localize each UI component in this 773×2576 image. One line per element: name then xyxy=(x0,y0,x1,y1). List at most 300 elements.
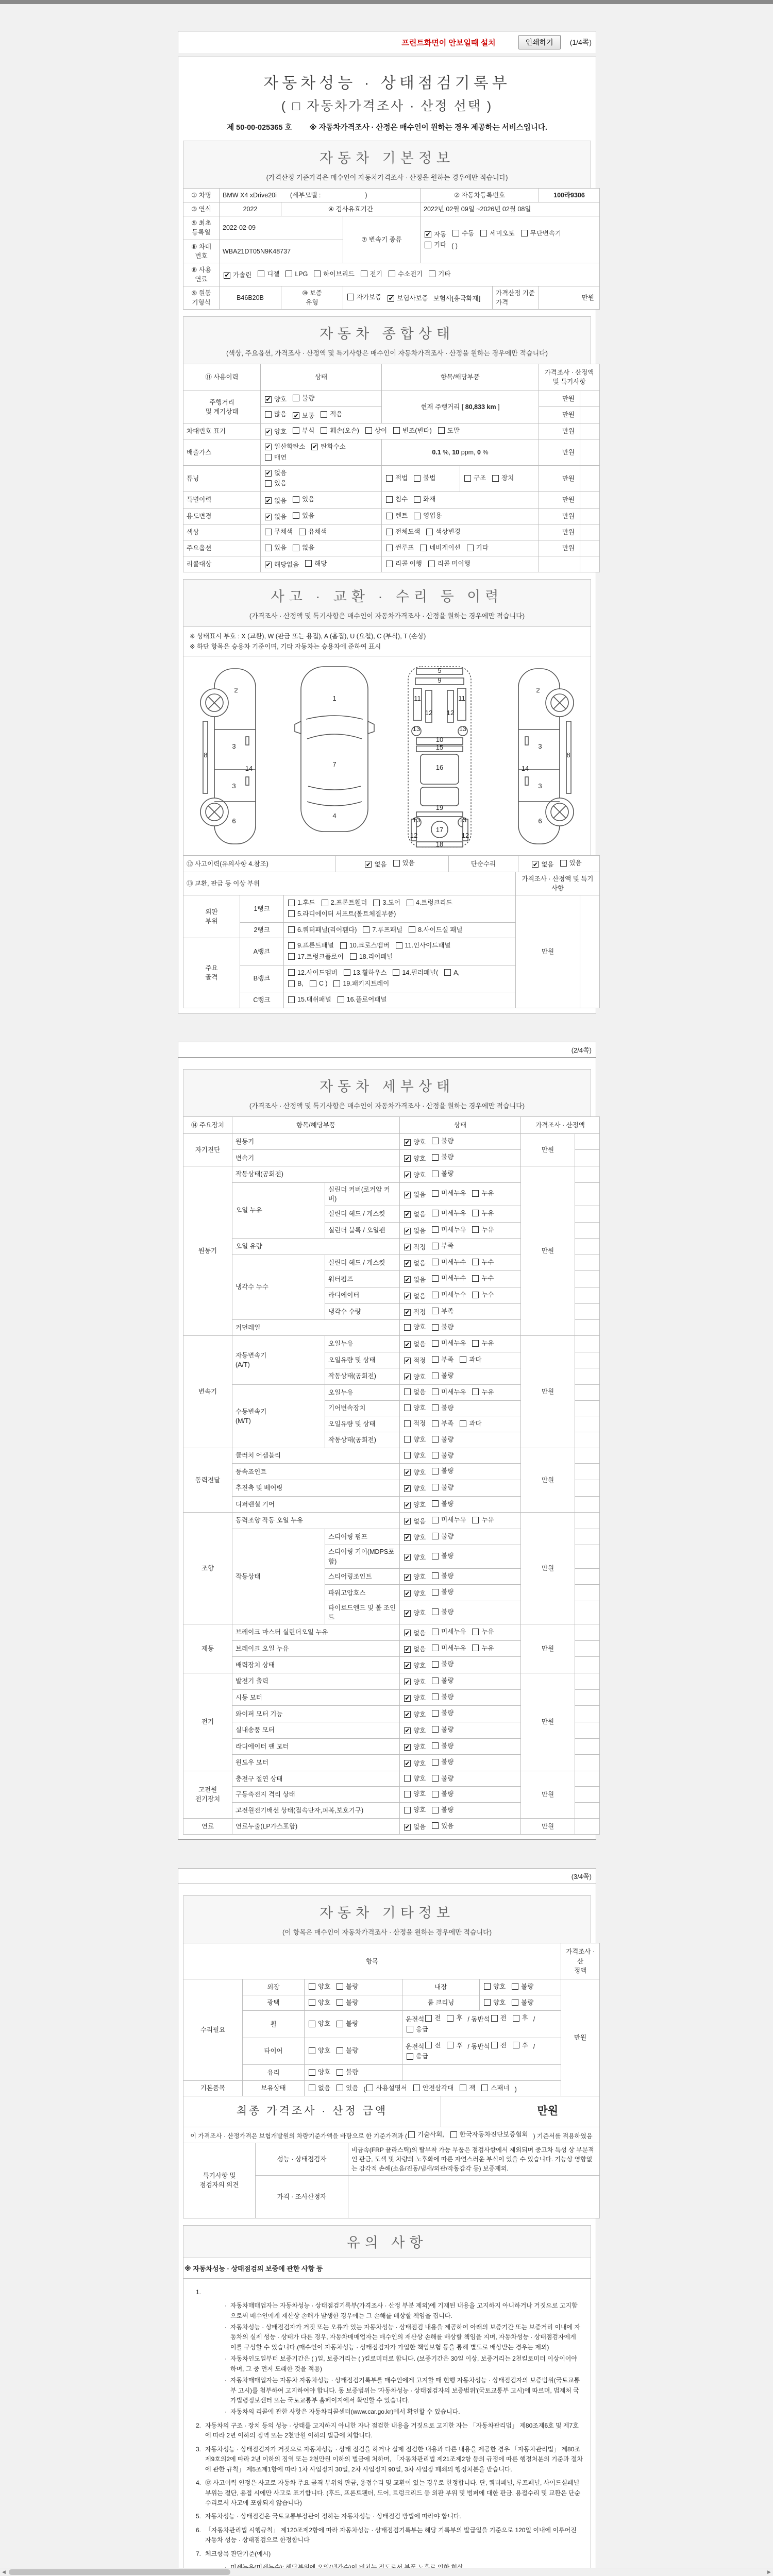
checkbox-item[interactable] xyxy=(404,1710,426,1719)
checkbox-unchecked[interactable] xyxy=(560,860,567,867)
checkbox-item[interactable] xyxy=(288,968,338,977)
checkbox-unchecked[interactable] xyxy=(432,1190,439,1197)
checkbox-unchecked[interactable] xyxy=(425,2015,432,2022)
checkbox-item[interactable] xyxy=(265,560,299,569)
checkbox-item[interactable] xyxy=(472,1189,494,1198)
checkbox-item[interactable] xyxy=(404,1259,426,1268)
checkbox-item[interactable] xyxy=(404,1275,426,1284)
checkbox-item[interactable] xyxy=(404,1138,426,1147)
checkbox-item[interactable] xyxy=(432,1403,453,1413)
checkbox-item[interactable] xyxy=(432,1209,466,1218)
checkbox-unchecked[interactable] xyxy=(350,953,357,960)
checkbox-unchecked[interactable] xyxy=(447,2042,453,2048)
checkbox-unchecked[interactable] xyxy=(404,1420,411,1427)
checkbox-unchecked[interactable] xyxy=(432,1356,439,1363)
checkbox-item[interactable] xyxy=(414,511,442,520)
checkbox-item[interactable] xyxy=(404,1572,426,1582)
checkbox-item[interactable] xyxy=(404,1403,426,1413)
checkbox-item[interactable] xyxy=(309,1982,330,1991)
checkbox-unchecked[interactable] xyxy=(344,969,350,976)
checkbox-item[interactable] xyxy=(337,2046,358,2055)
checkbox-unchecked[interactable] xyxy=(293,427,299,434)
checkbox-unchecked[interactable] xyxy=(414,513,421,519)
checkbox-unchecked[interactable] xyxy=(472,1517,479,1523)
checkbox-unchecked[interactable] xyxy=(460,1420,466,1427)
checkbox-item[interactable] xyxy=(472,1515,494,1524)
checkbox-unchecked[interactable] xyxy=(288,900,295,906)
checkbox-unchecked[interactable] xyxy=(432,1661,439,1668)
checkbox-item[interactable] xyxy=(404,1822,426,1832)
checkbox-item[interactable] xyxy=(285,269,308,279)
checkbox-item[interactable] xyxy=(484,1998,506,2007)
checkbox-unchecked[interactable] xyxy=(432,1226,439,1233)
checkbox-unchecked[interactable] xyxy=(484,1983,491,1990)
checkbox-item[interactable] xyxy=(293,394,314,403)
checkbox-item[interactable] xyxy=(288,952,344,961)
checkbox-item[interactable] xyxy=(432,1627,466,1636)
checkbox-unchecked[interactable] xyxy=(428,561,435,567)
checkbox-unchecked[interactable] xyxy=(432,1775,439,1782)
checkbox-unchecked[interactable] xyxy=(293,545,299,551)
checkbox-item[interactable] xyxy=(404,1372,426,1382)
checkbox-item[interactable] xyxy=(344,968,387,977)
checkbox-checked[interactable]: ✔ xyxy=(265,428,271,436)
checkbox-checked[interactable]: ✔ xyxy=(405,1589,410,1597)
checkbox-unchecked[interactable] xyxy=(452,230,459,236)
checkbox-item[interactable] xyxy=(224,270,251,280)
checkbox-unchecked[interactable] xyxy=(338,996,344,1003)
checkbox-item[interactable] xyxy=(428,559,470,568)
horizontal-scrollbar[interactable] xyxy=(0,2568,773,2576)
checkbox-unchecked[interactable] xyxy=(444,969,451,976)
checkbox-unchecked[interactable] xyxy=(425,2042,432,2048)
checkbox-unchecked[interactable] xyxy=(288,980,295,987)
checkbox-checked[interactable]: ✔ xyxy=(405,1468,410,1476)
checkbox-item[interactable] xyxy=(337,2019,358,2028)
checkbox-item[interactable] xyxy=(396,941,451,950)
checkbox-unchecked[interactable] xyxy=(432,1259,439,1265)
checkbox-unchecked[interactable] xyxy=(432,1404,439,1411)
checkbox-item[interactable] xyxy=(299,527,327,536)
checkbox-checked[interactable]: ✔ xyxy=(405,1357,410,1365)
checkbox-unchecked[interactable] xyxy=(288,996,295,1003)
checkbox-checked[interactable]: ✔ xyxy=(405,1727,410,1735)
checkbox-unchecked[interactable] xyxy=(393,860,400,867)
checkbox-item[interactable] xyxy=(404,1387,426,1397)
checkbox-unchecked[interactable] xyxy=(389,270,395,277)
checkbox-item[interactable] xyxy=(432,1757,453,1767)
checkbox-unchecked[interactable] xyxy=(404,1324,411,1331)
checkbox-item[interactable] xyxy=(491,2041,507,2050)
checkbox-unchecked[interactable] xyxy=(414,475,421,482)
checkbox-item[interactable] xyxy=(321,426,359,435)
checkbox-item[interactable] xyxy=(404,1292,426,1301)
checkbox-unchecked[interactable] xyxy=(512,1983,518,1990)
checkbox-unchecked[interactable] xyxy=(432,1822,439,1829)
checkbox-item[interactable] xyxy=(444,968,460,977)
checkbox-item[interactable] xyxy=(426,527,460,536)
checkbox-item[interactable] xyxy=(425,240,446,249)
checkbox-item[interactable] xyxy=(404,1553,426,1562)
checkbox-item[interactable] xyxy=(305,559,327,568)
checkbox-checked[interactable]: ✔ xyxy=(265,443,271,451)
checkbox-unchecked[interactable] xyxy=(432,1308,439,1314)
checkbox-unchecked[interactable] xyxy=(363,926,369,933)
checkbox-item[interactable] xyxy=(460,1419,481,1428)
checkbox-unchecked[interactable] xyxy=(404,1404,411,1411)
checkbox-item[interactable] xyxy=(265,496,287,505)
checkbox-unchecked[interactable] xyxy=(432,1791,439,1798)
checkbox-unchecked[interactable] xyxy=(432,1693,439,1700)
checkbox-unchecked[interactable] xyxy=(472,1340,479,1347)
checkbox-checked[interactable]: ✔ xyxy=(405,1517,410,1525)
checkbox-item[interactable] xyxy=(373,898,400,907)
checkbox-unchecked[interactable] xyxy=(366,2084,373,2091)
checkbox-item[interactable] xyxy=(404,1726,426,1735)
checkbox-checked[interactable]: ✔ xyxy=(405,1710,410,1718)
checkbox-unchecked[interactable] xyxy=(472,1259,479,1265)
checkbox-item[interactable] xyxy=(480,229,514,238)
checkbox-item[interactable] xyxy=(420,543,460,552)
checkbox-unchecked[interactable] xyxy=(491,2015,498,2022)
checkbox-unchecked[interactable] xyxy=(425,242,431,248)
checkbox-unchecked[interactable] xyxy=(472,1210,479,1216)
checkbox-unchecked[interactable] xyxy=(484,1999,491,2006)
checkbox-unchecked[interactable] xyxy=(432,1171,439,1177)
checkbox-checked[interactable]: ✔ xyxy=(405,1171,410,1179)
checkbox-item[interactable] xyxy=(293,543,314,552)
checkbox-unchecked[interactable] xyxy=(404,1388,411,1395)
checkbox-unchecked[interactable] xyxy=(432,1553,439,1560)
checkbox-checked[interactable]: ✔ xyxy=(405,1553,410,1561)
checkbox-item[interactable] xyxy=(472,1290,494,1299)
checkbox-item[interactable] xyxy=(293,426,314,435)
checkbox-item[interactable] xyxy=(265,453,287,462)
checkbox-item[interactable] xyxy=(472,1274,494,1283)
checkbox-unchecked[interactable] xyxy=(386,545,393,551)
checkbox-checked[interactable]: ✔ xyxy=(405,1662,410,1669)
checkbox-checked[interactable]: ✔ xyxy=(224,272,230,279)
checkbox-unchecked[interactable] xyxy=(288,942,295,949)
checkbox-item[interactable] xyxy=(513,2041,528,2050)
checkbox-item[interactable] xyxy=(447,2041,462,2050)
checkbox-item[interactable] xyxy=(432,1153,453,1162)
checkbox-item[interactable] xyxy=(432,1274,466,1283)
checkbox-unchecked[interactable] xyxy=(432,1275,439,1282)
checkbox-unchecked[interactable] xyxy=(432,1243,439,1249)
checkbox-item[interactable] xyxy=(425,2013,441,2023)
checkbox-unchecked[interactable] xyxy=(393,427,400,434)
checkbox-item[interactable] xyxy=(309,2067,330,2077)
checkbox-unchecked[interactable] xyxy=(432,1608,439,1615)
checkbox-item[interactable] xyxy=(404,1693,426,1703)
checkbox-checked[interactable]: ✔ xyxy=(265,396,271,403)
checkbox-unchecked[interactable] xyxy=(432,1452,439,1459)
checkbox-item[interactable] xyxy=(404,1243,426,1252)
checkbox-item[interactable] xyxy=(309,2019,330,2028)
checkbox-unchecked[interactable] xyxy=(447,2015,453,2022)
checkbox-item[interactable] xyxy=(432,1499,453,1509)
checkbox-unchecked[interactable] xyxy=(429,270,435,277)
checkbox-checked[interactable]: ✔ xyxy=(405,1276,410,1283)
checkbox-item[interactable] xyxy=(425,230,446,239)
checkbox-item[interactable] xyxy=(404,1533,426,1542)
checkbox-item[interactable] xyxy=(347,293,381,302)
checkbox-item[interactable] xyxy=(265,512,287,521)
checkbox-unchecked[interactable] xyxy=(460,2084,466,2091)
checkbox-checked[interactable]: ✔ xyxy=(405,1534,410,1541)
checkbox-item[interactable] xyxy=(432,1307,453,1316)
checkbox-item[interactable] xyxy=(432,1371,453,1380)
checkbox-checked[interactable]: ✔ xyxy=(405,1139,410,1146)
checkbox-item[interactable] xyxy=(432,1692,453,1702)
checkbox-item[interactable] xyxy=(265,468,287,478)
checkbox-unchecked[interactable] xyxy=(432,1677,439,1684)
checkbox-unchecked[interactable] xyxy=(432,1759,439,1766)
checkbox-unchecked[interactable] xyxy=(321,427,327,434)
checkbox-item[interactable] xyxy=(322,898,367,907)
checkbox-item[interactable] xyxy=(432,1821,453,1831)
checkbox-unchecked[interactable] xyxy=(472,1388,479,1395)
checkbox-checked[interactable]: ✔ xyxy=(265,561,271,569)
checkbox-unchecked[interactable] xyxy=(481,2084,488,2091)
checkbox-item[interactable] xyxy=(432,1241,453,1250)
checkbox-unchecked[interactable] xyxy=(512,1999,518,2006)
checkbox-unchecked[interactable] xyxy=(472,1226,479,1233)
checkbox-item[interactable] xyxy=(288,909,396,919)
checkbox-unchecked[interactable] xyxy=(299,529,306,535)
checkbox-unchecked[interactable] xyxy=(426,529,433,535)
checkbox-item[interactable] xyxy=(460,1355,481,1364)
checkbox-unchecked[interactable] xyxy=(413,2084,420,2091)
checkbox-item[interactable] xyxy=(404,1484,426,1493)
checkbox-unchecked[interactable] xyxy=(321,411,327,418)
checkbox-item[interactable] xyxy=(386,559,422,568)
checkbox-item[interactable] xyxy=(432,1451,453,1460)
checkbox-item[interactable] xyxy=(432,1725,453,1734)
checkbox-unchecked[interactable] xyxy=(432,1154,439,1161)
checkbox-unchecked[interactable] xyxy=(407,2053,413,2060)
checkbox-item[interactable] xyxy=(288,898,315,907)
checkbox-item[interactable] xyxy=(484,1982,506,1991)
checkbox-item[interactable] xyxy=(432,1137,453,1146)
checkbox-item[interactable] xyxy=(472,1338,494,1348)
checkbox-item[interactable] xyxy=(393,426,432,435)
checkbox-item[interactable] xyxy=(452,229,474,238)
checkbox-unchecked[interactable] xyxy=(472,1190,479,1197)
checkbox-item[interactable] xyxy=(407,2025,428,2034)
checkbox-item[interactable] xyxy=(393,858,415,868)
checkbox-checked[interactable]: ✔ xyxy=(405,1211,410,1218)
print-button[interactable]: 인쇄하기 xyxy=(518,35,561,49)
checkbox-unchecked[interactable] xyxy=(513,2015,519,2022)
checkbox-item[interactable] xyxy=(404,1154,426,1163)
checkbox-item[interactable] xyxy=(432,1532,453,1541)
checkbox-unchecked[interactable] xyxy=(309,1983,315,1990)
checkbox-unchecked[interactable] xyxy=(407,900,413,906)
checkbox-unchecked[interactable] xyxy=(288,969,295,976)
checkbox-unchecked[interactable] xyxy=(386,561,393,567)
checkbox-item[interactable] xyxy=(429,269,450,279)
checkbox-item[interactable] xyxy=(467,543,489,552)
checkbox-item[interactable] xyxy=(432,1708,453,1718)
checkbox-item[interactable] xyxy=(472,1258,494,1267)
checkbox-item[interactable] xyxy=(432,1774,453,1783)
checkbox-checked[interactable]: ✔ xyxy=(405,1629,410,1637)
checkbox-item[interactable] xyxy=(265,543,287,552)
checkbox-unchecked[interactable] xyxy=(365,427,372,434)
checkbox-unchecked[interactable] xyxy=(432,1517,439,1523)
checkbox-unchecked[interactable] xyxy=(293,496,299,503)
checkbox-unchecked[interactable] xyxy=(432,1726,439,1733)
checkbox-item[interactable] xyxy=(350,952,393,961)
checkbox-item[interactable] xyxy=(321,410,342,419)
checkbox-item[interactable] xyxy=(388,294,428,303)
checkbox-unchecked[interactable] xyxy=(396,942,402,949)
checkbox-item[interactable] xyxy=(265,442,305,451)
checkbox-unchecked[interactable] xyxy=(408,2131,415,2138)
checkbox-item[interactable] xyxy=(310,979,328,988)
checkbox-item[interactable] xyxy=(513,2013,528,2023)
checkbox-item[interactable] xyxy=(432,1338,466,1348)
checkbox-item[interactable] xyxy=(404,1629,426,1638)
checkbox-item[interactable] xyxy=(438,426,460,435)
checkbox-item[interactable] xyxy=(492,473,514,483)
checkbox-unchecked[interactable] xyxy=(432,1388,439,1395)
checkbox-unchecked[interactable] xyxy=(386,513,393,519)
checkbox-item[interactable] xyxy=(560,858,582,868)
checkbox-unchecked[interactable] xyxy=(432,1710,439,1717)
checkbox-unchecked[interactable] xyxy=(432,1340,439,1347)
checkbox-unchecked[interactable] xyxy=(432,1629,439,1635)
checkbox-unchecked[interactable] xyxy=(337,1983,343,1990)
checkbox-unchecked[interactable] xyxy=(309,2084,315,2091)
checkbox-item[interactable] xyxy=(338,995,387,1004)
checkbox-item[interactable] xyxy=(432,1225,466,1234)
checkbox-item[interactable] xyxy=(361,269,382,279)
checkbox-unchecked[interactable] xyxy=(432,1138,439,1144)
checkbox-checked[interactable]: ✔ xyxy=(388,295,394,302)
checkbox-unchecked[interactable] xyxy=(285,270,292,277)
checkbox-item[interactable] xyxy=(408,2130,444,2140)
checkbox-item[interactable] xyxy=(293,511,314,520)
checkbox-unchecked[interactable] xyxy=(293,512,299,519)
checkbox-item[interactable] xyxy=(404,1226,426,1235)
checkbox-item[interactable] xyxy=(404,1645,426,1654)
checkbox-item[interactable] xyxy=(432,1355,453,1364)
checkbox-checked[interactable]: ✔ xyxy=(405,1292,410,1300)
checkbox-item[interactable] xyxy=(404,1308,426,1317)
checkbox-unchecked[interactable] xyxy=(521,230,528,236)
checkbox-checked[interactable]: ✔ xyxy=(405,1609,410,1617)
checkbox-unchecked[interactable] xyxy=(337,1999,343,2006)
checkbox-unchecked[interactable] xyxy=(464,475,471,482)
checkbox-item[interactable] xyxy=(404,1589,426,1598)
checkbox-unchecked[interactable] xyxy=(432,1645,439,1651)
checkbox-item[interactable] xyxy=(432,1419,453,1428)
checkbox-item[interactable] xyxy=(450,2130,528,2140)
checkbox-unchecked[interactable] xyxy=(432,1484,439,1490)
checkbox-item[interactable] xyxy=(309,1998,330,2007)
checkbox-checked[interactable]: ✔ xyxy=(265,513,271,521)
checkbox-item[interactable] xyxy=(432,1741,453,1751)
checkbox-unchecked[interactable] xyxy=(472,1275,479,1282)
checkbox-unchecked[interactable] xyxy=(386,475,393,482)
checkbox-item[interactable] xyxy=(407,2052,428,2061)
checkbox-checked[interactable]: ✔ xyxy=(532,860,538,868)
checkbox-unchecked[interactable] xyxy=(373,900,380,906)
checkbox-item[interactable] xyxy=(404,1789,426,1799)
checkbox-checked[interactable]: ✔ xyxy=(293,412,299,419)
checkbox-item[interactable] xyxy=(265,479,287,488)
checkbox-item[interactable] xyxy=(363,925,402,935)
checkbox-item[interactable] xyxy=(432,1805,453,1815)
checkbox-checked[interactable]: ✔ xyxy=(405,1260,410,1267)
checkbox-item[interactable] xyxy=(472,1387,494,1397)
checkbox-unchecked[interactable] xyxy=(407,2026,413,2032)
checkbox-unchecked[interactable] xyxy=(337,2084,343,2091)
checkbox-item[interactable] xyxy=(432,1551,453,1561)
checkbox-item[interactable] xyxy=(432,1323,453,1332)
checkbox-item[interactable] xyxy=(464,473,486,483)
checkbox-item[interactable] xyxy=(432,1290,466,1299)
checkbox-item[interactable] xyxy=(337,1998,358,2007)
checkbox-unchecked[interactable] xyxy=(314,270,321,277)
checkbox-item[interactable] xyxy=(472,1225,494,1234)
checkbox-unchecked[interactable] xyxy=(460,1356,466,1363)
checkbox-item[interactable] xyxy=(386,511,408,520)
checkbox-item[interactable] xyxy=(404,1517,426,1526)
checkbox-checked[interactable]: ✔ xyxy=(405,1646,410,1653)
checkbox-item[interactable] xyxy=(314,269,354,279)
checkbox-item[interactable] xyxy=(404,1190,426,1199)
checkbox-item[interactable] xyxy=(288,995,331,1004)
checkbox-item[interactable] xyxy=(365,426,387,435)
checkbox-item[interactable] xyxy=(288,925,357,935)
checkbox-unchecked[interactable] xyxy=(386,529,393,535)
checkbox-item[interactable] xyxy=(293,411,314,420)
checkbox-unchecked[interactable] xyxy=(265,545,272,551)
checkbox-item[interactable] xyxy=(404,1451,426,1460)
checkbox-item[interactable] xyxy=(404,1435,426,1444)
checkbox-item[interactable] xyxy=(404,1323,426,1332)
checkbox-unchecked[interactable] xyxy=(491,2042,498,2048)
scroll-right-arrow[interactable]: ▶ xyxy=(765,2568,773,2576)
checkbox-unchecked[interactable] xyxy=(340,942,347,949)
checkbox-item[interactable] xyxy=(414,495,435,504)
checkbox-item[interactable] xyxy=(404,1171,426,1180)
checkbox-item[interactable] xyxy=(337,1982,358,1991)
checkbox-unchecked[interactable] xyxy=(265,454,272,461)
checkbox-item[interactable] xyxy=(404,1774,426,1783)
checkbox-item[interactable] xyxy=(460,2083,475,2093)
checkbox-unchecked[interactable] xyxy=(309,1999,315,2006)
checkbox-item[interactable] xyxy=(404,1468,426,1477)
checkbox-item[interactable] xyxy=(366,2083,407,2093)
checkbox-item[interactable] xyxy=(288,941,334,950)
checkbox-checked[interactable]: ✔ xyxy=(405,1155,410,1162)
checkbox-unchecked[interactable] xyxy=(288,926,295,933)
checkbox-unchecked[interactable] xyxy=(265,411,272,418)
checkbox-item[interactable] xyxy=(432,1435,453,1444)
checkbox-item[interactable] xyxy=(404,1340,426,1349)
checkbox-unchecked[interactable] xyxy=(337,2069,343,2076)
checkbox-unchecked[interactable] xyxy=(414,496,421,503)
checkbox-unchecked[interactable] xyxy=(265,529,272,535)
checkbox-item[interactable] xyxy=(311,442,345,451)
checkbox-item[interactable] xyxy=(432,1189,466,1198)
checkbox-unchecked[interactable] xyxy=(472,1629,479,1635)
